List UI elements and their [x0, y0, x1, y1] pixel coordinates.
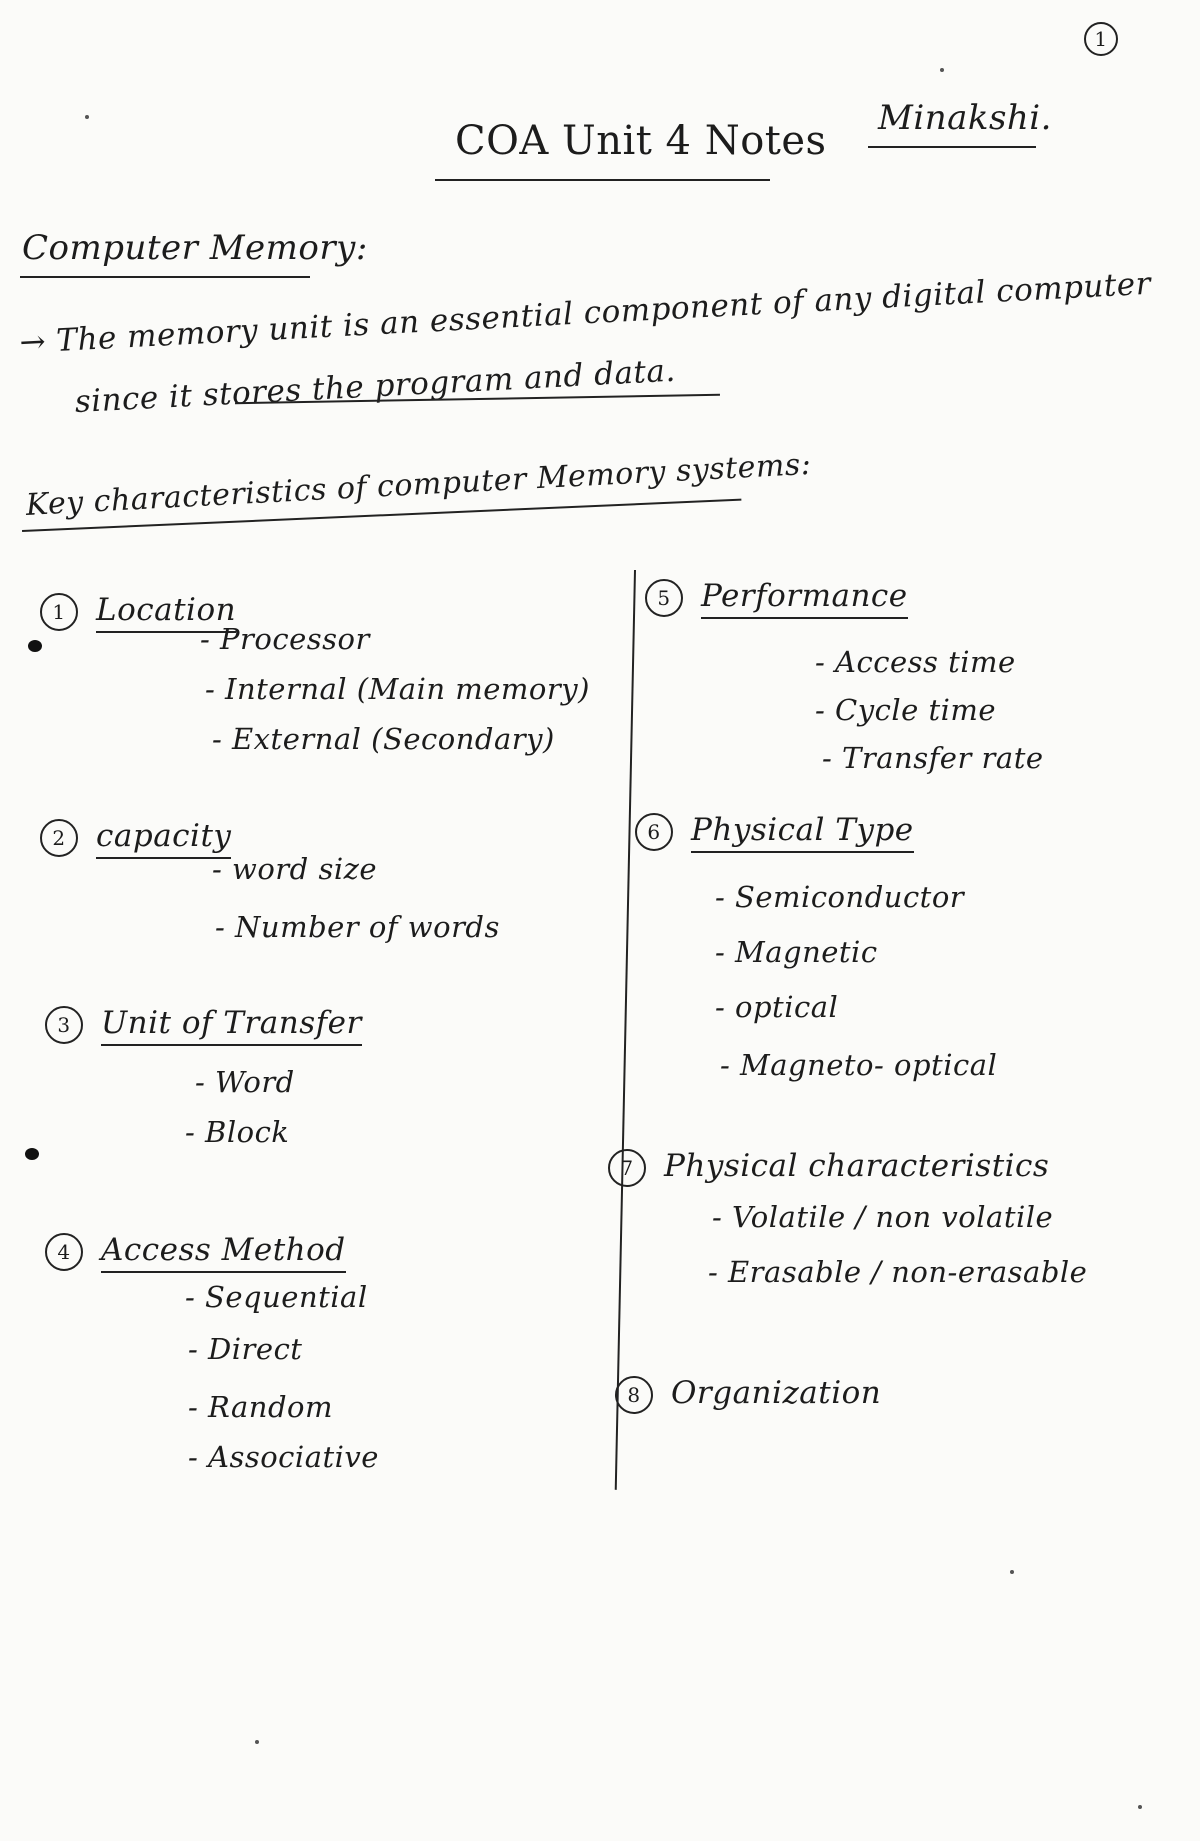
column-divider [615, 570, 636, 1490]
category-label: capacity [96, 818, 231, 859]
list-item: - Volatile / non volatile [712, 1200, 1054, 1234]
list-item: - Erasable / non-erasable [708, 1255, 1088, 1289]
list-item: - word size [212, 852, 378, 886]
category-number: 5 [645, 579, 683, 617]
page-title: COA Unit 4 Notes [455, 118, 827, 164]
category-number: 8 [615, 1376, 653, 1414]
category-unit-of-transfer [45, 1005, 362, 1044]
page-number: 1 [1084, 22, 1118, 56]
category-label: Physical characteristics [664, 1148, 1050, 1184]
category-number: 4 [45, 1233, 83, 1271]
list-item: - Access time [815, 645, 1016, 679]
category-capacity [40, 818, 231, 857]
category-label: Organization [671, 1375, 882, 1411]
intro-line-2: since it stores the program and data. [73, 352, 677, 421]
list-item: - Direct [188, 1332, 303, 1366]
scan-speck [255, 1740, 259, 1744]
intro-text [18, 253, 1156, 436]
section-heading-underline [20, 276, 310, 278]
category-label: Physical Type [691, 812, 914, 853]
category-performance [645, 578, 908, 617]
category-label: Location [96, 592, 236, 633]
intro-line-1: → The memory unit is an essential component of any digital computer [18, 265, 1152, 361]
category-label: Unit of Transfer [101, 1005, 362, 1046]
key-characteristics-heading: Key characteristics of computer Memory systems: [25, 446, 813, 523]
list-item: - Semiconductor [715, 880, 965, 914]
ink-blot [25, 1148, 39, 1160]
list-item: - Number of words [215, 910, 500, 944]
category-access-method [45, 1232, 346, 1271]
category-label: Access Method [101, 1232, 346, 1273]
list-item: - optical [715, 990, 839, 1024]
author-underline [868, 146, 1036, 148]
category-number: 3 [45, 1006, 83, 1044]
category-label: Performance [701, 578, 908, 619]
list-item: - Random [188, 1390, 334, 1424]
list-item: - Internal (Main memory) [205, 672, 590, 706]
list-item: - Cycle time [815, 693, 997, 727]
author-name: Minakshi. [878, 98, 1052, 138]
list-item: - Sequential [185, 1280, 368, 1314]
list-item: - Word [195, 1065, 295, 1099]
list-item: - Block [185, 1115, 290, 1149]
ink-blot [28, 640, 42, 652]
category-physical-characteristics [608, 1148, 1049, 1187]
scan-speck [1138, 1805, 1142, 1809]
list-item: - Transfer rate [822, 741, 1044, 775]
list-item: - Associative [188, 1440, 379, 1474]
section-heading: Computer Memory: [22, 228, 368, 268]
title-underline [435, 179, 770, 181]
scan-speck [940, 68, 944, 72]
category-organization [615, 1375, 881, 1414]
list-item: - Magneto- optical [720, 1048, 998, 1082]
category-physical-type [635, 812, 914, 851]
category-number: 6 [635, 813, 673, 851]
scan-speck [1010, 1570, 1014, 1574]
category-number: 1 [40, 593, 78, 631]
category-number: 7 [608, 1149, 646, 1187]
scan-speck [85, 115, 89, 119]
list-item: - Processor [200, 622, 370, 656]
list-item: - External (Secondary) [212, 722, 555, 756]
category-number: 2 [40, 819, 78, 857]
list-item: - Magnetic [715, 935, 878, 969]
